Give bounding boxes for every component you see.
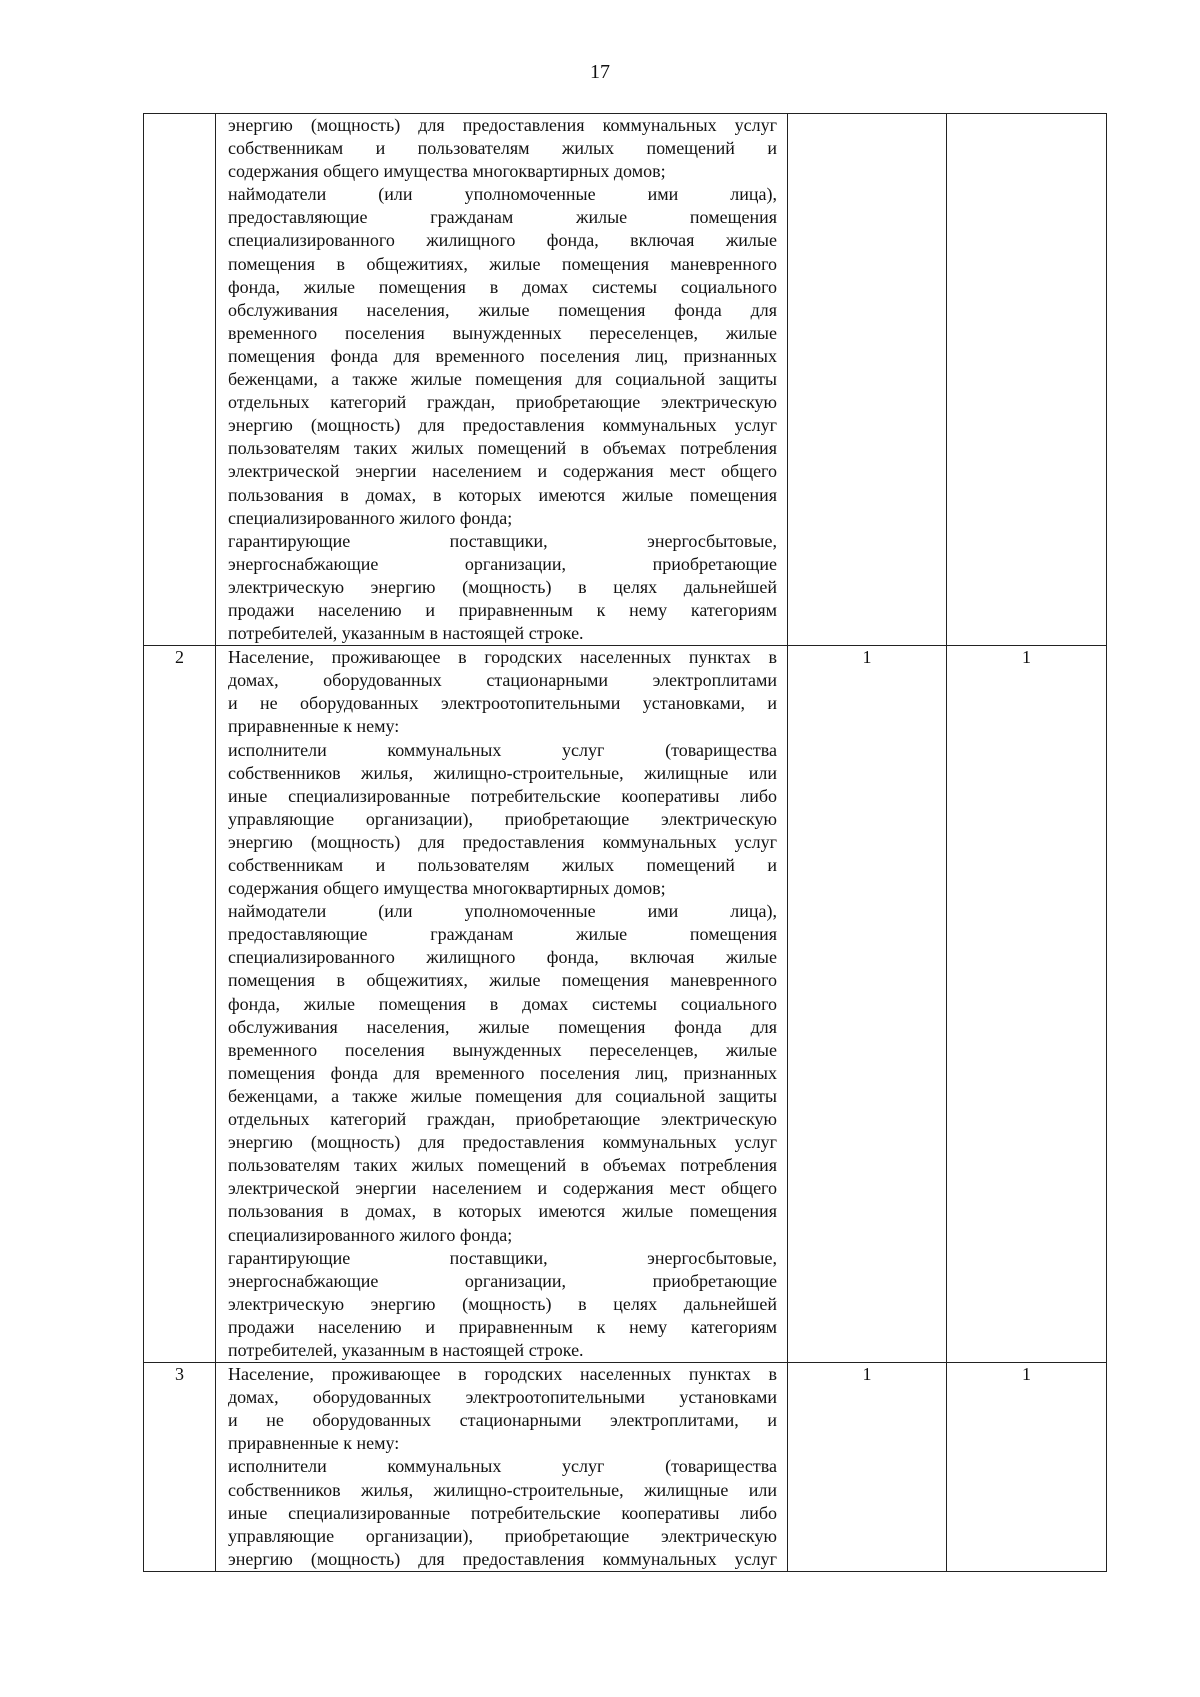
description-line: отдельных категорий граждан, приобретающие электрическую bbox=[228, 1109, 777, 1130]
description-line: фонда, жилые помещения в домах системы социального bbox=[228, 276, 777, 297]
description-line: исполнители коммунальных услуг (товарищества bbox=[228, 1456, 777, 1477]
description-line: энергию (мощность) для предоставления коммунальных услуг bbox=[228, 415, 777, 436]
description-line: пользования в домах, в которых имеются жилые помещения bbox=[228, 484, 777, 505]
description-line: специализированного жилищного фонда, включая жилые bbox=[228, 230, 777, 251]
description-line: электрическую энергию (мощность) в целях дальнейшей bbox=[228, 1293, 777, 1314]
description-line: специализированного жилого фонда; bbox=[228, 507, 513, 528]
description-cell bbox=[216, 1363, 788, 1572]
table-body bbox=[144, 114, 1107, 1572]
description-line: собственников жилья, жилищно-строительные, жилищные или bbox=[228, 762, 777, 783]
description-line: временного поселения вынужденных переселенцев, жилые bbox=[228, 1039, 777, 1060]
description-line: и не оборудованных стационарными электроплитами, и bbox=[228, 1410, 777, 1431]
description-line: отдельных категорий граждан, приобретающие электрическую bbox=[228, 392, 777, 413]
description-line: содержания общего имущества многоквартирных домов; bbox=[228, 878, 666, 899]
description-line: специализированного жилого фонда; bbox=[228, 1224, 513, 1245]
description-line: энергию (мощность) для предоставления коммунальных услуг bbox=[228, 115, 777, 135]
description-line: электрическую энергию (мощность) в целях дальнейшей bbox=[228, 576, 777, 597]
description-line: гарантирующие поставщики, энергосбытовые, bbox=[228, 1247, 777, 1268]
description-line: приравненные к нему: bbox=[228, 716, 400, 737]
description-line: энергоснабжающие организации, приобретающие bbox=[228, 1270, 777, 1291]
description-line: иные специализированные потребительские кооперативы либо bbox=[228, 1502, 777, 1523]
description-line: временного поселения вынужденных переселенцев, жилые bbox=[228, 322, 777, 343]
value-cell-1 bbox=[788, 114, 947, 646]
description-line: предоставляющие гражданам жилые помещения bbox=[228, 924, 777, 945]
description-line: фонда, жилые помещения в домах системы социального bbox=[228, 993, 777, 1014]
description-line: гарантирующие поставщики, энергосбытовые, bbox=[228, 530, 777, 551]
description-line: обслуживания населения, жилые помещения фонда для bbox=[228, 299, 777, 320]
description-line: управляющие организации), приобретающие электрическую bbox=[228, 808, 777, 829]
value-cell-2 bbox=[947, 114, 1107, 646]
description-cell bbox=[216, 114, 788, 646]
row-number-cell bbox=[144, 114, 216, 646]
table-row bbox=[144, 114, 1107, 646]
value-cell-2: 1 bbox=[947, 1363, 1107, 1572]
page-number: 17 bbox=[590, 61, 610, 83]
row-number-cell: 3 bbox=[144, 1363, 216, 1572]
description-line: домах, оборудованных стационарными электроплитами bbox=[228, 670, 777, 691]
description-line: электрической энергии населением и содержания мест общего bbox=[228, 461, 777, 482]
description-line: специализированного жилищного фонда, включая жилые bbox=[228, 947, 777, 968]
description-line: беженцами, а также жилые помещения для социальной защиты bbox=[228, 369, 777, 390]
description-line: помещения в общежитиях, жилые помещения маневренного bbox=[228, 970, 777, 991]
description-line: собственников жилья, жилищно-строительные, жилищные или bbox=[228, 1479, 777, 1500]
value-cell-1: 1 bbox=[788, 1363, 947, 1572]
description-line: Население, проживающее в городских населенных пунктах в bbox=[228, 647, 777, 668]
description-line: помещения в общежитиях, жилые помещения маневренного bbox=[228, 253, 777, 274]
description-line: и не оборудованных электроотопительными установками, и bbox=[228, 693, 777, 714]
description-line: Население, проживающее в городских населенных пунктах в bbox=[228, 1364, 777, 1385]
description-line: помещения фонда для временного поселения лиц, признанных bbox=[228, 1062, 777, 1083]
description-line: энергию (мощность) для предоставления коммунальных услуг bbox=[228, 1548, 777, 1569]
description-line: помещения фонда для временного поселения лиц, признанных bbox=[228, 345, 777, 366]
value-cell-1: 1 bbox=[788, 646, 947, 1363]
description-line: электрической энергии населением и содержания мест общего bbox=[228, 1178, 777, 1199]
description-line: беженцами, а также жилые помещения для социальной защиты bbox=[228, 1085, 777, 1106]
description-line: домах, оборудованных электроотопительными установками bbox=[228, 1387, 777, 1408]
description-line: предоставляющие гражданам жилые помещения bbox=[228, 207, 777, 228]
table-row bbox=[144, 1363, 1107, 1572]
table-row bbox=[144, 646, 1107, 1363]
description-line: энергию (мощность) для предоставления коммунальных услуг bbox=[228, 1132, 777, 1153]
description-line: содержания общего имущества многоквартирных домов; bbox=[228, 161, 666, 182]
description-line: наймодатели (или уполномоченные ими лица), bbox=[228, 184, 777, 205]
description-line: энергию (мощность) для предоставления коммунальных услуг bbox=[228, 831, 777, 852]
description-line: пользователям таких жилых помещений в объемах потребления bbox=[228, 1155, 777, 1176]
description-line: потребителей, указанным в настоящей строке. bbox=[228, 1339, 584, 1360]
description-line: энергоснабжающие организации, приобретающие bbox=[228, 553, 777, 574]
description-line: исполнители коммунальных услуг (товарищества bbox=[228, 739, 777, 760]
description-line: приравненные к нему: bbox=[228, 1433, 400, 1454]
value-cell-2: 1 bbox=[947, 646, 1107, 1363]
description-line: пользования в домах, в которых имеются жилые помещения bbox=[228, 1201, 777, 1222]
description-line: собственникам и пользователям жилых помещений и bbox=[228, 855, 777, 875]
description-line: собственникам и пользователям жилых помещений и bbox=[228, 138, 777, 159]
description-line: обслуживания населения, жилые помещения фонда для bbox=[228, 1016, 777, 1037]
description-line: управляющие организации), приобретающие электрическую bbox=[228, 1525, 777, 1546]
description-line: наймодатели (или уполномоченные ими лица), bbox=[228, 901, 777, 922]
description-line: потребителей, указанным в настоящей строке. bbox=[228, 623, 584, 644]
tariff-table bbox=[143, 113, 1107, 1572]
description-line: продажи населению и приравненным к нему категориям bbox=[228, 599, 777, 620]
description-line: продажи населению и приравненным к нему категориям bbox=[228, 1316, 777, 1337]
description-line: пользователям таких жилых помещений в объемах потребления bbox=[228, 438, 777, 459]
description-line: иные специализированные потребительские кооперативы либо bbox=[228, 785, 777, 806]
row-number-cell: 2 bbox=[144, 646, 216, 1363]
description-cell bbox=[216, 646, 788, 1363]
